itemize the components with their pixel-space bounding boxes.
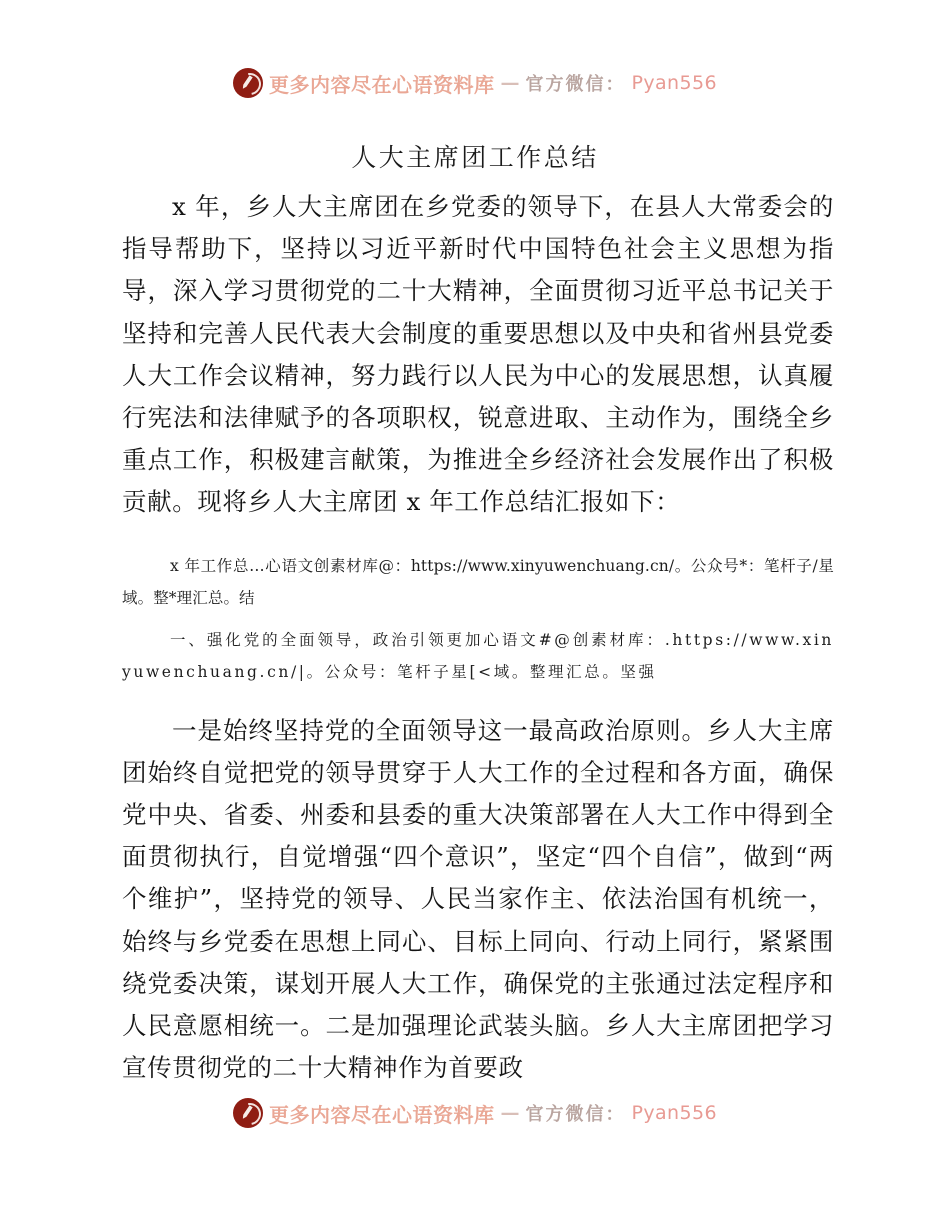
footer-watermark [0,1098,950,1128]
noise-block-2: 一、强化党的全面领导，政治引领更加心语文#@创素材库：.https://www.xinyuwenchuang.cn/|。公众号：笔杆子星[<域。整理汇总。坚强 [122,630,834,681]
spacer [122,528,834,550]
body-paragraph-2: 一是始终坚持党的全面领导这一最高政治原则。乡人大主席团始终自觉把党的领导贯穿于人大工作的全过程和各方面，确保党中央、省委、州委和县委的重大决策部署在人大工作中得到全面贯彻执行，自觉增强“四个意识”，坚定“四个自信”，做到“两个维护”，坚持党的领导、人民当家作主、依法治国有机统一，始终与乡党委在思想上同心、目标上同向、行动上同行，紧紧围绕党委决策，谋划开展人大工作，确保党的主张通过法定程序和人民意愿相统一。二是加强理论武装头脑。乡人大主席团把学习宣传贯彻党的二十大精神作为首要政 [122,715,834,1083]
watermark-account-id: Pyan556 [631,72,717,94]
document-body [122,186,834,1093]
brush-circle-logo-icon [233,68,263,98]
watermark-account-id: Pyan556 [631,1102,717,1124]
watermark-main-text: 更多内容尽在心语资料库 [269,1102,495,1127]
body-paragraph-1: x 年，乡人大主席团在乡党委的领导下，在县人大常委会的指导帮助下，坚持以习近平新时代中国特色社会主义思想为指导，深入学习贯彻党的二十大精神，全面贯彻习近平总书记关于坚持和完善人民代表大会制度的重要思想以及中央和省州县党委人大工作会议精神，努力践行以人民为中心的发展思想，认真履行宪法和法律赋予的各项职权，锐意进取、主动作为，围绕全乡重点工作，积极建言献策，为推进全乡经济社会发展作出了积极贡献。现将乡人大主席团 x 年工作总结汇报如下： [122,192,834,517]
watermark-sub-text: 官方微信： [525,1104,626,1125]
page-title: 人大主席团工作总结 [351,143,599,172]
brush-circle-logo-icon [233,1098,263,1128]
watermark-dash: — [500,72,520,94]
spacer [122,614,834,624]
watermark-sub-text: 官方微信： [525,74,626,95]
watermark-dash: — [500,1102,520,1124]
noise-block-1: x 年工作总…心语文创素材库@：https://www.xinyuwenchuang.cn/。公众号*：笔杆子/星域。整*理汇总。结 [122,556,834,607]
spacer [122,688,834,710]
header-watermark [0,68,950,98]
watermark-main-text: 更多内容尽在心语资料库 [269,72,495,97]
